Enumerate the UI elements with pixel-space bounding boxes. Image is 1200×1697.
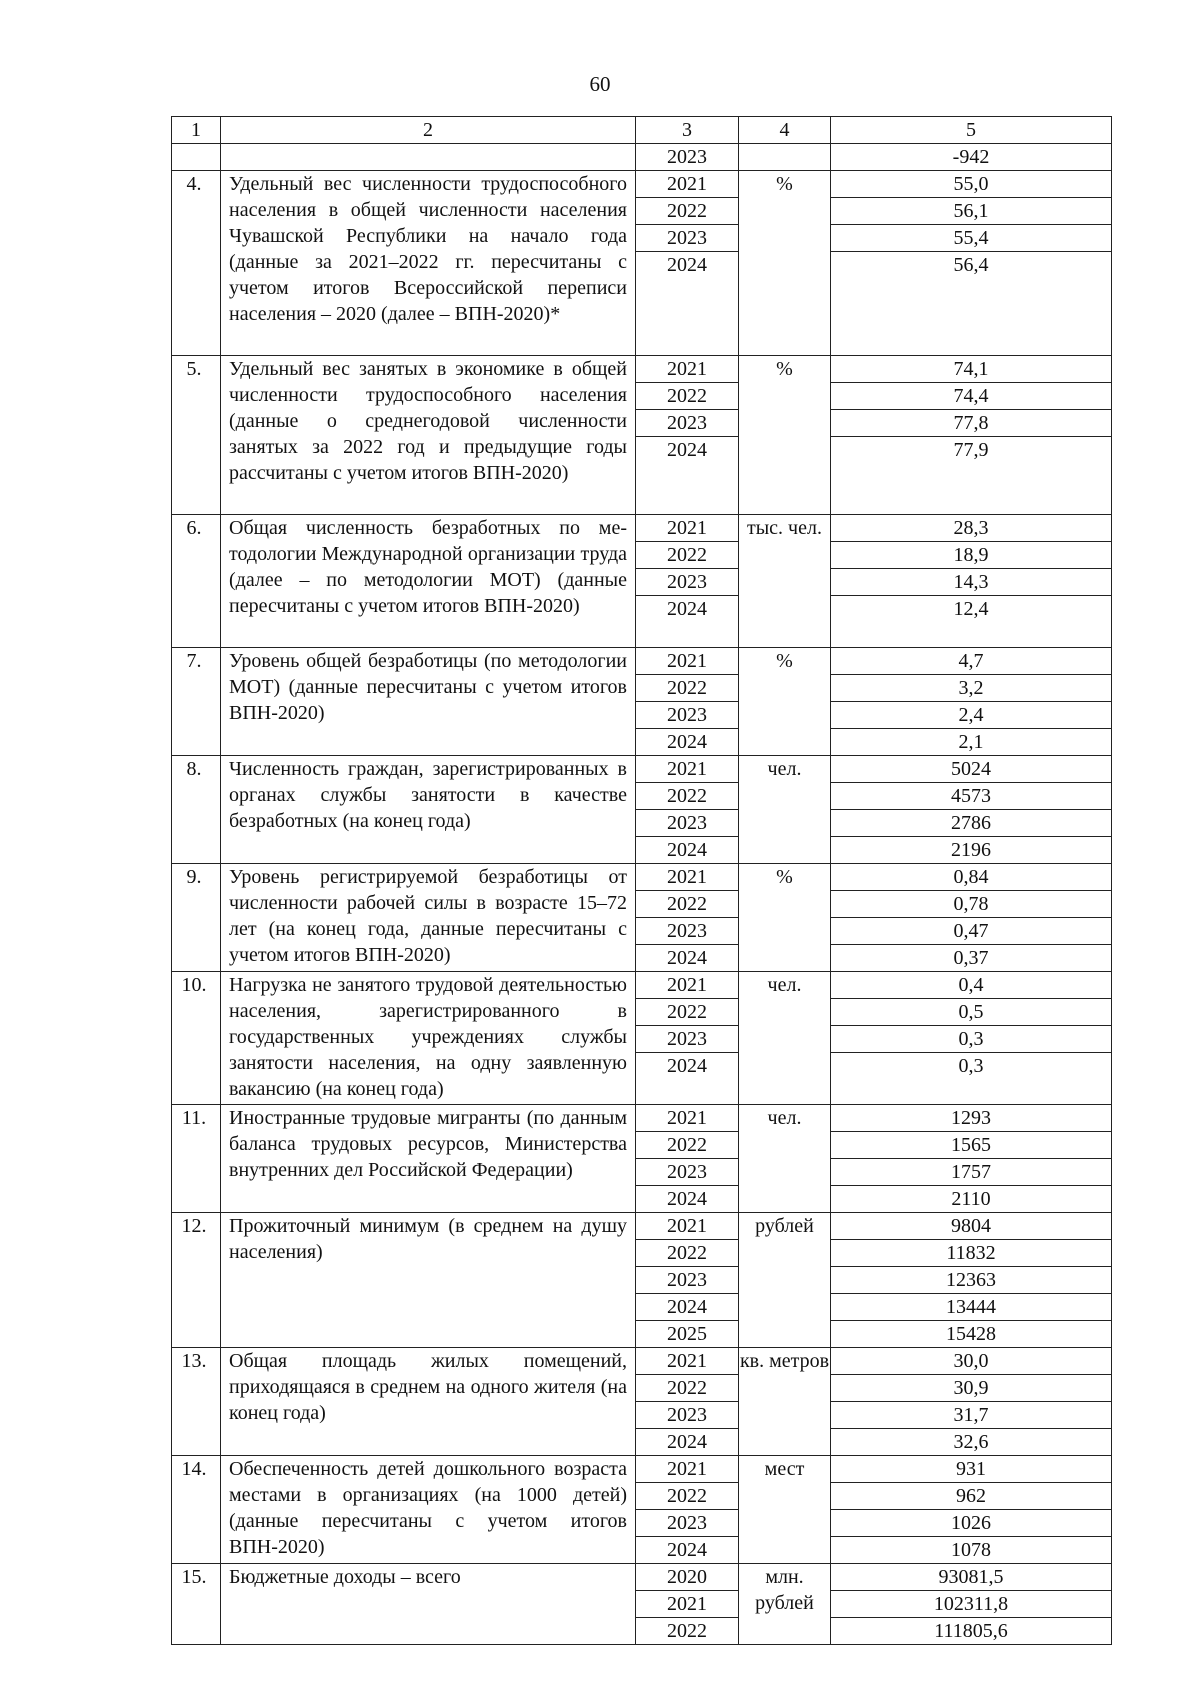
column-header: 5 <box>831 117 1112 144</box>
value-cell: 2,4 <box>831 702 1112 729</box>
value-cell: 5024 <box>831 756 1112 783</box>
value-cell: 111805,6 <box>831 1618 1112 1645</box>
year-cell: 2022 <box>636 1240 739 1267</box>
row-number-cell: 8. <box>172 756 221 864</box>
row-number-cell: 7. <box>172 648 221 756</box>
year-cell: 2023 <box>636 1510 739 1537</box>
year-cell: 2023 <box>636 1026 739 1053</box>
year-cell: 2021 <box>636 864 739 891</box>
year-cell: 2024 <box>636 1537 739 1564</box>
value-cell: 931 <box>831 1456 1112 1483</box>
unit-cell: млн. рублей <box>739 1564 831 1645</box>
value-cell: 30,9 <box>831 1375 1112 1402</box>
year-cell: 2024 <box>636 252 739 356</box>
year-cell: 2022 <box>636 999 739 1026</box>
value-cell: 18,9 <box>831 542 1112 569</box>
year-cell: 2021 <box>636 1213 739 1240</box>
year-cell: 2023 <box>636 144 739 171</box>
value-cell: 30,0 <box>831 1348 1112 1375</box>
year-cell: 2024 <box>636 1294 739 1321</box>
value-cell: 1026 <box>831 1510 1112 1537</box>
indicator-cell <box>221 144 636 171</box>
indicator-cell: Удельный вес численности трудоспособного населения в общей численности населения Чувашской Республики на начало года (данные за 2021–2022 гг. пересчитаны с учетом итогов Всероссийской переписи населения – 2020 (далее – ВПН-2020)* <box>221 171 636 356</box>
year-cell: 2024 <box>636 596 739 648</box>
value-cell: 13444 <box>831 1294 1112 1321</box>
value-cell: 0,78 <box>831 891 1112 918</box>
statistics-table <box>171 116 1112 1645</box>
value-cell: 15428 <box>831 1321 1112 1348</box>
value-cell: 14,3 <box>831 569 1112 596</box>
unit-cell: кв. метров <box>739 1348 831 1456</box>
value-cell: 9804 <box>831 1213 1112 1240</box>
value-cell: 2,1 <box>831 729 1112 756</box>
value-cell: 56,4 <box>831 252 1112 356</box>
year-cell: 2025 <box>636 1321 739 1348</box>
year-cell: 2024 <box>636 837 739 864</box>
table-row <box>172 648 1112 675</box>
year-cell: 2022 <box>636 383 739 410</box>
value-cell: 32,6 <box>831 1429 1112 1456</box>
row-number-cell: 9. <box>172 864 221 972</box>
column-header: 4 <box>739 117 831 144</box>
value-cell: 1757 <box>831 1159 1112 1186</box>
year-cell: 2022 <box>636 542 739 569</box>
indicator-cell: Иностранные трудовые мигранты (по данным баланса трудовых ресурсов, Министерства внутренних дел Российской Федерации) <box>221 1105 636 1213</box>
unit-cell: % <box>739 648 831 756</box>
row-number-cell: 5. <box>172 356 221 515</box>
value-cell: 2110 <box>831 1186 1112 1213</box>
year-cell: 2022 <box>636 891 739 918</box>
indicator-cell: Численность граждан, зарегистрированных в органах службы занятости в качестве безработных (на конец года) <box>221 756 636 864</box>
unit-cell: % <box>739 864 831 972</box>
value-cell: 0,3 <box>831 1053 1112 1105</box>
table-row <box>172 1348 1112 1375</box>
value-cell: 55,0 <box>831 171 1112 198</box>
year-cell: 2021 <box>636 171 739 198</box>
table-row <box>172 356 1112 383</box>
unit-cell: рублей <box>739 1213 831 1348</box>
value-cell: 0,47 <box>831 918 1112 945</box>
year-cell: 2024 <box>636 729 739 756</box>
year-cell: 2022 <box>636 783 739 810</box>
year-cell: 2024 <box>636 437 739 515</box>
column-header: 2 <box>221 117 636 144</box>
row-number-cell: 4. <box>172 171 221 356</box>
value-cell: 77,9 <box>831 437 1112 515</box>
year-cell: 2021 <box>636 756 739 783</box>
column-header: 3 <box>636 117 739 144</box>
value-cell: 77,8 <box>831 410 1112 437</box>
value-cell: 1293 <box>831 1105 1112 1132</box>
unit-cell: % <box>739 356 831 515</box>
value-cell: 74,1 <box>831 356 1112 383</box>
year-cell: 2021 <box>636 1348 739 1375</box>
year-cell: 2020 <box>636 1564 739 1591</box>
indicator-cell: Обеспеченность детей дошкольного возраста местами в организациях (на 1000 детей) (данные пересчитаны с учетом итогов ВПН-2020) <box>221 1456 636 1564</box>
value-cell: 12,4 <box>831 596 1112 648</box>
value-cell: 11832 <box>831 1240 1112 1267</box>
value-cell: 102311,8 <box>831 1591 1112 1618</box>
indicator-cell: Уровень регистрируемой безработицы от численности рабочей силы в возрасте 15–72 лет (на конец года, данные пересчитаны с учетом итогов ВПН-2020) <box>221 864 636 972</box>
year-cell: 2021 <box>636 356 739 383</box>
value-cell: 0,3 <box>831 1026 1112 1053</box>
value-cell: 55,4 <box>831 225 1112 252</box>
value-cell: 3,2 <box>831 675 1112 702</box>
value-cell: 0,4 <box>831 972 1112 999</box>
indicator-cell: Нагрузка не занятого трудовой деятельностью населения, зарегистрированного в государственных учреждениях службы занятости населения, на одну заявленную вакансию (на конец года) <box>221 972 636 1105</box>
year-cell: 2023 <box>636 918 739 945</box>
table-row <box>172 972 1112 999</box>
row-number-cell: 12. <box>172 1213 221 1348</box>
year-cell: 2023 <box>636 810 739 837</box>
value-cell: 2786 <box>831 810 1112 837</box>
indicator-cell: Уровень общей безработицы (по методологии МОТ) (данные пересчитаны с учетом итогов ВПН-2020) <box>221 648 636 756</box>
value-cell: 74,4 <box>831 383 1112 410</box>
year-cell: 2021 <box>636 972 739 999</box>
indicator-cell: Бюджетные доходы – всего <box>221 1564 636 1645</box>
row-number-cell: 13. <box>172 1348 221 1456</box>
value-cell: 962 <box>831 1483 1112 1510</box>
value-cell: 4573 <box>831 783 1112 810</box>
year-cell: 2023 <box>636 702 739 729</box>
unit-cell: чел. <box>739 1105 831 1213</box>
value-cell: 0,84 <box>831 864 1112 891</box>
indicator-cell: Общая площадь жилых помещений, приходящаяся в среднем на одного жителя (на конец года) <box>221 1348 636 1456</box>
table-row <box>172 1564 1112 1591</box>
year-cell: 2021 <box>636 648 739 675</box>
indicator-cell: Прожиточный минимум (в среднем на душу населения) <box>221 1213 636 1348</box>
row-number-cell: 14. <box>172 1456 221 1564</box>
table-row <box>172 1456 1112 1483</box>
year-cell: 2022 <box>636 198 739 225</box>
row-number-cell: 11. <box>172 1105 221 1213</box>
value-cell: 31,7 <box>831 1402 1112 1429</box>
row-number-cell <box>172 144 221 171</box>
column-header: 1 <box>172 117 221 144</box>
value-cell: 1078 <box>831 1537 1112 1564</box>
value-cell: -942 <box>831 144 1112 171</box>
value-cell: 0,5 <box>831 999 1112 1026</box>
year-cell: 2023 <box>636 1267 739 1294</box>
unit-cell <box>739 144 831 171</box>
year-cell: 2024 <box>636 1429 739 1456</box>
table-row <box>172 756 1112 783</box>
value-cell: 28,3 <box>831 515 1112 542</box>
indicator-cell: Общая численность безработных по методологии Международной организации труда (далее – по методологии МОТ) (данные пересчитаны с учетом итогов ВПН-2020) <box>221 515 636 648</box>
indicator-cell: Удельный вес занятых в экономике в общей численности трудоспособного населения (данные о среднегодовой численности занятых за 2022 год и предыдущие годы рассчитаны с учетом итогов ВПН-2020) <box>221 356 636 515</box>
year-cell: 2022 <box>636 1375 739 1402</box>
table-row <box>172 515 1112 542</box>
year-cell: 2023 <box>636 1159 739 1186</box>
year-cell: 2023 <box>636 1402 739 1429</box>
year-cell: 2023 <box>636 410 739 437</box>
value-cell: 2196 <box>831 837 1112 864</box>
value-cell: 56,1 <box>831 198 1112 225</box>
year-cell: 2022 <box>636 1132 739 1159</box>
year-cell: 2023 <box>636 225 739 252</box>
year-cell: 2024 <box>636 945 739 972</box>
page-number: 60 <box>589 72 611 96</box>
unit-cell: чел. <box>739 756 831 864</box>
value-cell: 4,7 <box>831 648 1112 675</box>
table-row <box>172 171 1112 198</box>
unit-cell: чел. <box>739 972 831 1105</box>
year-cell: 2022 <box>636 1483 739 1510</box>
year-cell: 2021 <box>636 1591 739 1618</box>
value-cell: 12363 <box>831 1267 1112 1294</box>
value-cell: 0,37 <box>831 945 1112 972</box>
row-number-cell: 6. <box>172 515 221 648</box>
year-cell: 2021 <box>636 1105 739 1132</box>
unit-cell: % <box>739 171 831 356</box>
row-number-cell: 15. <box>172 1564 221 1645</box>
table-row <box>172 1105 1112 1132</box>
year-cell: 2024 <box>636 1053 739 1105</box>
continuation-row <box>172 144 1112 171</box>
table-row <box>172 864 1112 891</box>
column-header-row <box>172 117 1112 144</box>
unit-cell: тыс. чел. <box>739 515 831 648</box>
row-number-cell: 10. <box>172 972 221 1105</box>
year-cell: 2021 <box>636 1456 739 1483</box>
value-cell: 93081,5 <box>831 1564 1112 1591</box>
year-cell: 2023 <box>636 569 739 596</box>
table-row <box>172 1213 1112 1240</box>
year-cell: 2022 <box>636 1618 739 1645</box>
value-cell: 1565 <box>831 1132 1112 1159</box>
year-cell: 2024 <box>636 1186 739 1213</box>
year-cell: 2021 <box>636 515 739 542</box>
unit-cell: мест <box>739 1456 831 1564</box>
year-cell: 2022 <box>636 675 739 702</box>
